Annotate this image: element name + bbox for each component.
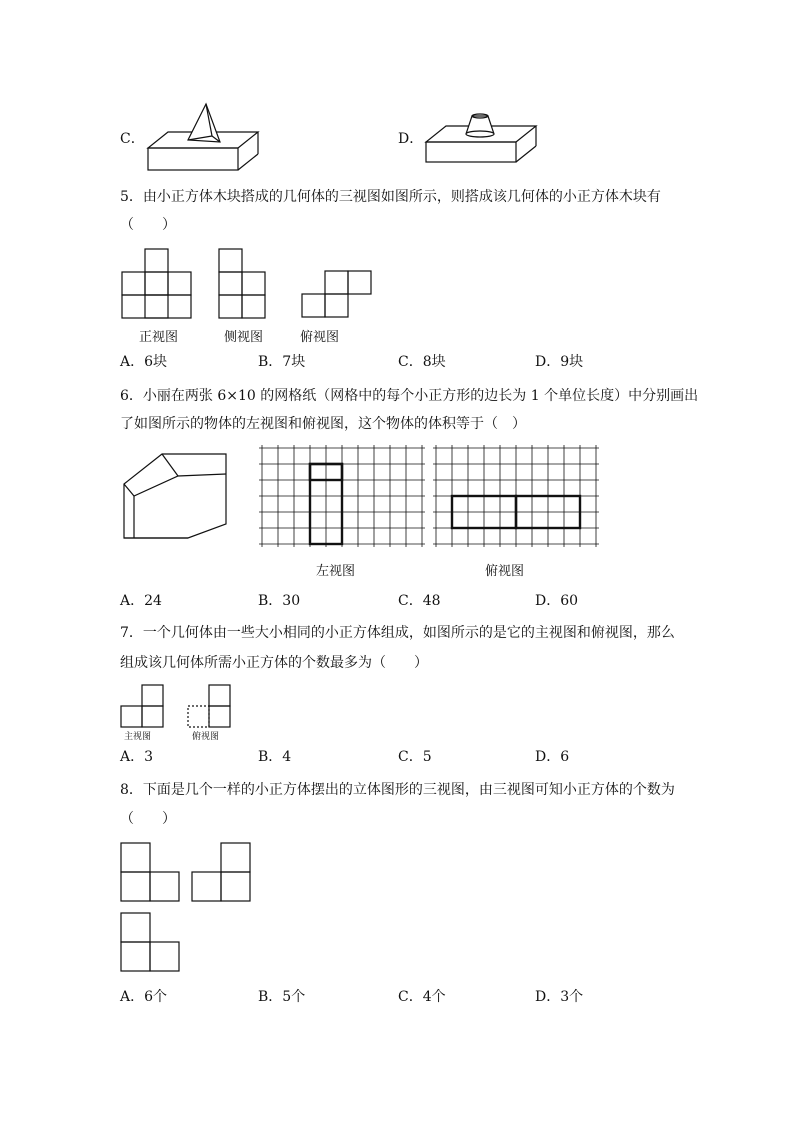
q8-option-b: B．5个 [258, 989, 306, 1005]
q6-stem-line2: 了如图所示的物体的左视图和俯视图，这个物体的体积等于（ ） [120, 416, 526, 432]
q4-option-c-label: C． [120, 131, 145, 147]
q5-front-view [122, 248, 194, 320]
q6-left-view-caption: 左视图 [316, 564, 356, 579]
q5-side-view [218, 248, 270, 320]
q8-stem: 8．下面是几个一样的小正方体摆出的立体图形的三视图，由三视图可知小正方体的个数为 [120, 782, 675, 798]
q4-figure-pyramid-on-slab [146, 102, 261, 172]
q5-top-view-caption: 俯视图 [300, 330, 340, 345]
q7-option-d: D．6 [535, 749, 570, 765]
q8-view-2 [191, 842, 253, 904]
q5-option-b: B．7块 [258, 354, 306, 370]
q7-stem-line2: 组成该几何体所需小正方体的个数最多为（ ） [120, 655, 428, 671]
q6-top-view-caption: 俯视图 [485, 564, 525, 579]
q7-stem-line1: 7．一个几何体由一些大小相同的小正方体组成，如图所示的是它的主视图和俯视图，那么 [120, 625, 675, 641]
q8-option-a: A．6个 [120, 989, 168, 1005]
q8-paren: （ ） [120, 811, 176, 827]
q5-paren: （ ） [120, 217, 176, 233]
q5-stem: 5．由小正方体木块搭成的几何体的三视图如图所示，则搭成该几何体的小正方体木块有 [120, 189, 661, 205]
q5-top-view [302, 270, 374, 320]
q7-option-a: A．3 [120, 749, 154, 765]
q6-option-d: D．60 [535, 593, 579, 609]
q8-view-1 [120, 842, 182, 904]
q7-top-view-caption: 俯视图 [192, 732, 220, 742]
q8-option-d: D．3个 [535, 989, 584, 1005]
q4-figure-frustum-on-slab [424, 112, 539, 164]
q7-front-view-caption: 主视图 [124, 732, 152, 742]
q5-option-d: D．9块 [535, 354, 584, 370]
q6-stem-line1: 6．小丽在两张 6×10 的网格纸（网格中的每个小正方形的边长为 1 个单位长度）中分别画出 [120, 388, 699, 404]
q6-option-a: A．24 [120, 593, 162, 609]
q6-solid-object [120, 452, 232, 542]
q5-side-view-caption: 侧视图 [224, 330, 264, 345]
q6-top-view-grid [432, 444, 600, 548]
q5-option-a: A．6块 [120, 354, 168, 370]
q6-option-b: B．30 [258, 593, 301, 609]
q8-view-3 [120, 912, 182, 974]
q7-option-c: C．5 [398, 749, 432, 765]
q4-option-d-label: D． [398, 131, 424, 147]
q5-front-view-caption: 正视图 [139, 330, 179, 345]
q7-top-view [187, 684, 233, 728]
q6-option-c: C．48 [398, 593, 441, 609]
q5-option-c: C．8块 [398, 354, 446, 370]
q7-option-b: B．4 [258, 749, 292, 765]
q8-option-c: C．4个 [398, 989, 446, 1005]
q7-front-view [120, 684, 166, 728]
q6-left-view-grid [258, 444, 426, 548]
